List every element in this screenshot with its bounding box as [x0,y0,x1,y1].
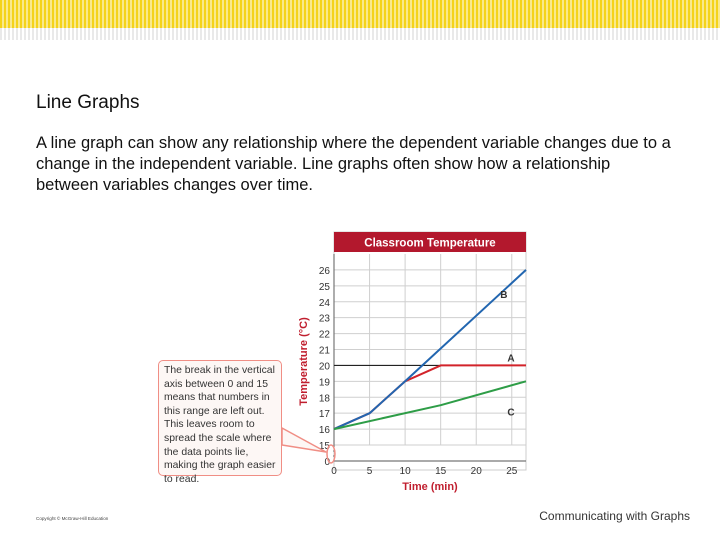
y-tick-label: 22 [318,329,330,341]
x-tick-label: 0 [331,466,337,477]
footer-text: Communicating with Graphs [539,509,690,523]
y-tick-label: 24 [318,297,330,309]
x-tick-label: 25 [506,466,518,477]
y-tick-label: 17 [318,409,330,421]
series-label-a: A [507,353,515,365]
y-tick-label: 26 [318,265,330,277]
slide-body-text: A line graph can show any relationship where the dependent variable changes due to a change in the independent variable. Line graphs often show how a relationship between variables changes over time. [36,134,671,194]
y-tick-label: 18 [318,393,330,405]
x-tick-label: 20 [470,466,482,477]
y-tick-label: 23 [318,313,330,325]
y-tick-label: 25 [318,281,330,293]
y-tick-label: 16 [318,425,330,437]
x-tick-label: 5 [366,466,373,477]
axis-break-callout: The break in the vertical axis between 0 and 15 means that numbers in this range are left out. This leaves room to spread the scale where the data points lie, making the graph easier to read. [158,360,282,476]
chart-title: Classroom Temperature [364,237,496,250]
series-label-b: B [500,289,508,301]
y-tick-label: 19 [318,377,330,389]
x-axis-label: Time (min) [402,481,458,493]
x-tick-label: 15 [435,466,447,477]
y-tick-label: 15 [318,441,330,452]
y-tick-label: 21 [318,345,330,357]
y-axis-label: Temperature (°C) [298,317,310,406]
slide-title: Line Graphs [36,92,140,113]
series-label-c: C [507,407,515,419]
x-tick-label: 10 [399,466,411,477]
y-tick-label: 0 [324,457,330,468]
chart-frame [334,232,526,470]
copyright-text: Copyright © McGraw-Hill Education [36,516,109,521]
y-tick-label: 20 [318,361,330,373]
